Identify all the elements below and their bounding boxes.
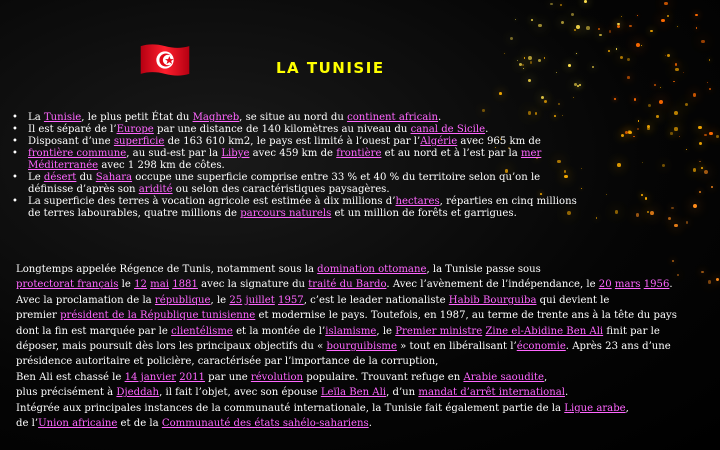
firework-spark [707, 82, 708, 83]
text-run: Le [28, 172, 44, 183]
firework-spark [621, 134, 624, 137]
firework-spark [704, 134, 707, 137]
firework-spark [599, 34, 601, 36]
bullet-icon: • [12, 136, 18, 147]
firework-spark [592, 66, 594, 68]
bullet-item [12, 136, 582, 148]
firework-spark [573, 97, 574, 98]
firework-spark [576, 25, 580, 29]
firework-spark [617, 23, 619, 25]
text-run: La superficie des terres à vocation agricole est estimée à dix millions d’ [28, 196, 396, 207]
text-run: » tout en libéralisant l’ [396, 341, 517, 353]
firework-spark [550, 3, 552, 5]
firework-spark [574, 29, 576, 31]
bullet-icon: • [12, 148, 18, 159]
text-run: La [28, 112, 44, 123]
firework-spark [519, 63, 522, 66]
firework-spark [641, 194, 643, 196]
tunisia-flag-icon [139, 42, 191, 78]
text-run: , la Tunisie passe sous [426, 264, 541, 275]
firework-spark [598, 28, 600, 30]
bullet-item [12, 148, 582, 172]
wiki-link[interactable]: Libye [221, 148, 250, 159]
firework-spark [617, 25, 620, 28]
text-run: finit par le [603, 325, 660, 337]
firework-spark [608, 50, 610, 52]
firework-spark [673, 81, 675, 83]
text-run: , se situe au nord du [239, 112, 348, 123]
firework-spark [701, 167, 703, 169]
firework-spark [670, 132, 672, 134]
bullet-icon: • [12, 124, 18, 135]
firework-spark [541, 96, 544, 99]
firework-spark [667, 15, 670, 18]
firework-spark [647, 127, 650, 130]
text-run: Ben Ali est chassé le [16, 371, 125, 383]
firework-spark [530, 61, 532, 63]
text-run: et la montée de l’ [232, 325, 326, 337]
firework-spark [701, 40, 705, 44]
firework-spark [693, 204, 697, 208]
wiki-link[interactable]: économie [516, 341, 566, 353]
firework-spark [615, 210, 619, 214]
firework-spark [696, 27, 698, 29]
firework-spark [523, 68, 524, 69]
firework-spark [641, 45, 642, 46]
text-run: Il est séparé de l’ [28, 124, 117, 135]
wiki-link[interactable]: 14 janvier [124, 371, 177, 383]
wiki-link[interactable]: Premier ministre [395, 325, 483, 337]
wiki-link[interactable]: bourguibisme [326, 341, 397, 353]
firework-spark [627, 58, 630, 61]
firework-spark [709, 88, 711, 90]
wiki-link[interactable]: Sahara [95, 172, 133, 183]
text-run: Longtemps appelée Régence de Tunis, notamment sous la [16, 264, 318, 275]
firework-spark [709, 132, 713, 136]
firework-spark [675, 63, 677, 65]
text-run: le [118, 279, 135, 291]
firework-spark [616, 48, 617, 49]
firework-spark [528, 79, 531, 82]
firework-spark [667, 54, 670, 57]
firework-spark [638, 120, 640, 122]
firework-spark [716, 135, 719, 138]
firework-spark [561, 21, 564, 24]
wiki-link[interactable]: 20 [598, 279, 612, 291]
firework-spark [693, 168, 696, 171]
firework-spark [695, 14, 697, 16]
wiki-link[interactable]: continent africain [347, 112, 439, 123]
paragraph-line [16, 401, 706, 416]
text-run: occupe une superficie comprise entre 33 % et 40 % du territoire selon qu’on le définisse d’après son [28, 172, 541, 195]
firework-spark [531, 19, 533, 21]
wiki-link[interactable]: Maghreb [192, 112, 240, 123]
text-run: avec 459 km de [249, 148, 337, 159]
firework-spark [571, 13, 575, 17]
firework-spark [528, 56, 532, 60]
firework-spark [576, 53, 577, 54]
text-run: plus précisément à [16, 387, 117, 399]
paragraph-line [16, 277, 706, 292]
firework-spark [517, 60, 519, 62]
bullet-icon: • [12, 112, 18, 123]
wiki-link[interactable]: parcours naturels [240, 208, 332, 219]
text-run: du [76, 172, 96, 183]
firework-spark [634, 98, 636, 100]
wiki-link[interactable]: protectorat français [16, 279, 119, 291]
text-run: de l’ [16, 418, 39, 430]
firework-spark [614, 98, 615, 99]
firework-spark [544, 100, 547, 103]
text-run: . [368, 418, 372, 430]
firework-spark [661, 19, 665, 23]
wiki-link[interactable]: 1957 [278, 294, 304, 306]
wiki-link[interactable]: Union africaine [38, 418, 118, 430]
text-run: qui devient le [536, 294, 610, 306]
firework-spark [560, 4, 562, 6]
firework-spark [716, 278, 719, 281]
firework-spark [556, 72, 558, 74]
history-paragraph [16, 262, 706, 431]
wiki-link[interactable]: 1956 [643, 279, 670, 291]
text-run: . Après 23 ans d’une [565, 341, 671, 353]
text-run: . [669, 279, 673, 291]
wiki-link[interactable]: désert [43, 172, 77, 183]
wiki-link[interactable]: 25 [229, 294, 243, 306]
text-run: . [565, 387, 569, 399]
paragraph-line [16, 308, 706, 323]
text-run: , c’est le leader nationaliste [303, 294, 449, 306]
firework-spark [627, 76, 630, 79]
paragraph-line [16, 262, 706, 277]
text-run: et modernise le pays. Toutefois, en 1987, au terme de trente ans à la tête du pays [255, 310, 677, 322]
text-run: par une [204, 371, 251, 383]
paragraph-line [16, 354, 706, 369]
firework-spark [568, 64, 571, 67]
wiki-link[interactable]: aridité [138, 184, 173, 195]
wiki-link[interactable]: 1881 [172, 279, 198, 291]
firework-spark [677, 26, 678, 27]
firework-spark [538, 24, 542, 28]
firework-spark [698, 126, 701, 129]
firework-spark [504, 53, 505, 54]
firework-spark [620, 56, 623, 59]
text-run: , il fait l’objet, avec son épouse [159, 387, 321, 399]
firework-spark [683, 72, 685, 74]
wiki-link[interactable]: Arabie saoudite [463, 371, 544, 383]
firework-spark [633, 136, 635, 138]
firework-spark [699, 161, 700, 162]
text-run: et au nord et à l’est par la [381, 148, 521, 159]
firework-spark [625, 131, 628, 134]
firework-spark [704, 170, 708, 174]
firework-spark [693, 93, 696, 96]
firework-spark [674, 111, 678, 115]
wiki-link[interactable]: islamisme [325, 325, 377, 337]
firework-spark [647, 211, 650, 214]
wiki-link[interactable]: traité du Bardo [308, 279, 387, 291]
text-run: ou selon des caractéristiques paysagères. [172, 184, 390, 195]
text-run: avec 1 298 km de côtes. [98, 160, 225, 171]
firework-spark [524, 57, 526, 59]
text-run: présidence autoritaire et policière, caractérisée par l’importance de la corruption, [16, 356, 439, 368]
wiki-link[interactable]: mandat d’arrêt international [418, 387, 565, 399]
text-run: , le plus petit État du [81, 112, 193, 123]
text-run: premier [16, 310, 61, 322]
wiki-link[interactable]: 12 [134, 279, 147, 291]
wiki-link[interactable]: Leïla Ben Ali [320, 387, 387, 399]
firework-spark [654, 84, 656, 86]
firework-spark [606, 194, 608, 196]
paragraph-line [16, 416, 706, 431]
text-run: . [485, 124, 489, 135]
text-run: . [438, 112, 442, 123]
firework-spark [650, 211, 654, 215]
text-run: , [625, 402, 629, 414]
firework-spark [664, 2, 667, 5]
wiki-link[interactable]: frontière [336, 148, 382, 159]
firework-spark [522, 64, 524, 66]
wiki-link[interactable]: Zine el-Abidine Ben Ali [485, 325, 604, 337]
text-run: de 163 610 km2, le pays est limité à l’ouest par l’ [164, 136, 421, 147]
firework-spark [665, 55, 666, 56]
bullet-item [12, 112, 582, 124]
firework-spark [544, 57, 546, 59]
text-run: par une distance de 140 kilomètres au niveau du [153, 124, 411, 135]
firework-spark [586, 26, 590, 30]
firework-spark [596, 217, 598, 219]
bullet-item [12, 124, 582, 136]
bullet-item [12, 196, 582, 220]
wiki-link[interactable]: hectares [395, 196, 440, 207]
firework-spark [636, 43, 640, 47]
firework-spark [711, 186, 713, 188]
firework-spark [558, 103, 560, 105]
firework-spark [662, 164, 665, 167]
page-title: LA TUNISIE [276, 59, 385, 77]
wiki-link[interactable]: mars [614, 279, 641, 291]
firework-spark [579, 84, 581, 86]
firework-spark [699, 191, 701, 193]
text-run: , réparties en cinq millions de terres labourables, quatre millions de [28, 196, 577, 219]
wiki-link[interactable]: Communauté des états sahélo-sahariens [161, 418, 369, 430]
wiki-link[interactable]: mai [150, 279, 169, 291]
wiki-link[interactable]: Europe [116, 124, 154, 135]
wiki-link[interactable]: mer Méditerranée [28, 148, 542, 171]
bullet-list [12, 112, 582, 220]
text-run: , le [376, 325, 396, 337]
text-run: , au sud-est par la [126, 148, 222, 159]
firework-spark [679, 136, 680, 137]
wiki-link[interactable]: juillet [245, 294, 275, 306]
wiki-link[interactable]: Djeddah [116, 387, 160, 399]
firework-spark [659, 100, 663, 104]
firework-spark [636, 213, 640, 217]
bullet-icon: • [12, 172, 18, 183]
firework-spark [668, 217, 671, 220]
firework-spark [650, 30, 652, 32]
firework-spark [648, 104, 651, 107]
firework-spark [609, 30, 611, 32]
wiki-link[interactable]: superficie [113, 136, 165, 147]
wiki-link[interactable]: canal de Sicile [410, 124, 486, 135]
bullet-item [12, 172, 582, 196]
wiki-link[interactable]: Algérie [420, 136, 458, 147]
text-run: et de la [117, 418, 162, 430]
wiki-link[interactable]: Ligue arabe [564, 402, 626, 414]
paragraph-line [16, 385, 706, 400]
firework-spark [617, 163, 621, 167]
wiki-link[interactable]: clientélisme [171, 325, 233, 337]
firework-spark [674, 224, 678, 228]
firework-spark [499, 92, 502, 95]
firework-spark [686, 149, 687, 150]
firework-spark [629, 25, 631, 27]
firework-spark [708, 280, 712, 284]
paragraph-line [16, 339, 706, 354]
firework-spark [671, 207, 673, 209]
text-run: dont la fin est marquée par le [16, 325, 172, 337]
text-run: Avec la proclamation de la [16, 294, 155, 306]
firework-spark [675, 68, 679, 72]
text-run: avec 965 km de [457, 136, 541, 147]
text-run: déposer, mais poursuit dès lors les principaux objectifs du « [16, 341, 327, 353]
wiki-link[interactable]: révolution [250, 371, 304, 383]
firework-spark [699, 142, 702, 145]
firework-spark [709, 59, 710, 60]
firework-spark [538, 59, 541, 62]
wiki-link[interactable]: frontière commune [28, 148, 127, 159]
wiki-link[interactable]: domination ottomane [317, 264, 427, 275]
firework-spark [515, 19, 516, 20]
firework-spark [628, 130, 631, 133]
firework-spark [637, 15, 638, 16]
paragraph-line [16, 293, 706, 308]
text-run: avec la signature du [197, 279, 309, 291]
firework-spark [637, 128, 639, 130]
bullet-icon: • [12, 196, 18, 207]
text-run: Disposant d’une [28, 136, 114, 147]
firework-spark [621, 16, 622, 17]
text-run: populaire. Trouvant refuge en [303, 371, 464, 383]
text-run: , d’un [386, 387, 419, 399]
paragraph-line [16, 324, 706, 339]
wiki-link[interactable]: président de la République tunisienne [60, 310, 256, 322]
firework-spark [656, 115, 659, 118]
firework-spark [674, 127, 677, 130]
firework-spark [584, 0, 587, 3]
text-run: . Avec l’avènement de l’indépendance, le [386, 279, 599, 291]
text-run: , le [210, 294, 230, 306]
wiki-link[interactable]: 2011 [179, 371, 205, 383]
firework-spark [660, 87, 661, 88]
wiki-link[interactable]: république [154, 294, 211, 306]
wiki-link[interactable]: Tunisie [43, 112, 82, 123]
firework-spark [685, 103, 688, 106]
paragraph-line [16, 370, 706, 385]
text-run: , [543, 371, 548, 383]
firework-spark [642, 162, 643, 163]
firework-spark [645, 197, 648, 200]
text-run: Intégrée aux principales instances de la communauté internationale, la Tunisie fait également partie de la [16, 402, 565, 414]
firework-spark [510, 37, 513, 40]
firework-spark [686, 221, 689, 224]
text-run: et un million de forêts et garrigues. [331, 208, 517, 219]
wiki-link[interactable]: Habib Bourguiba [448, 294, 537, 306]
